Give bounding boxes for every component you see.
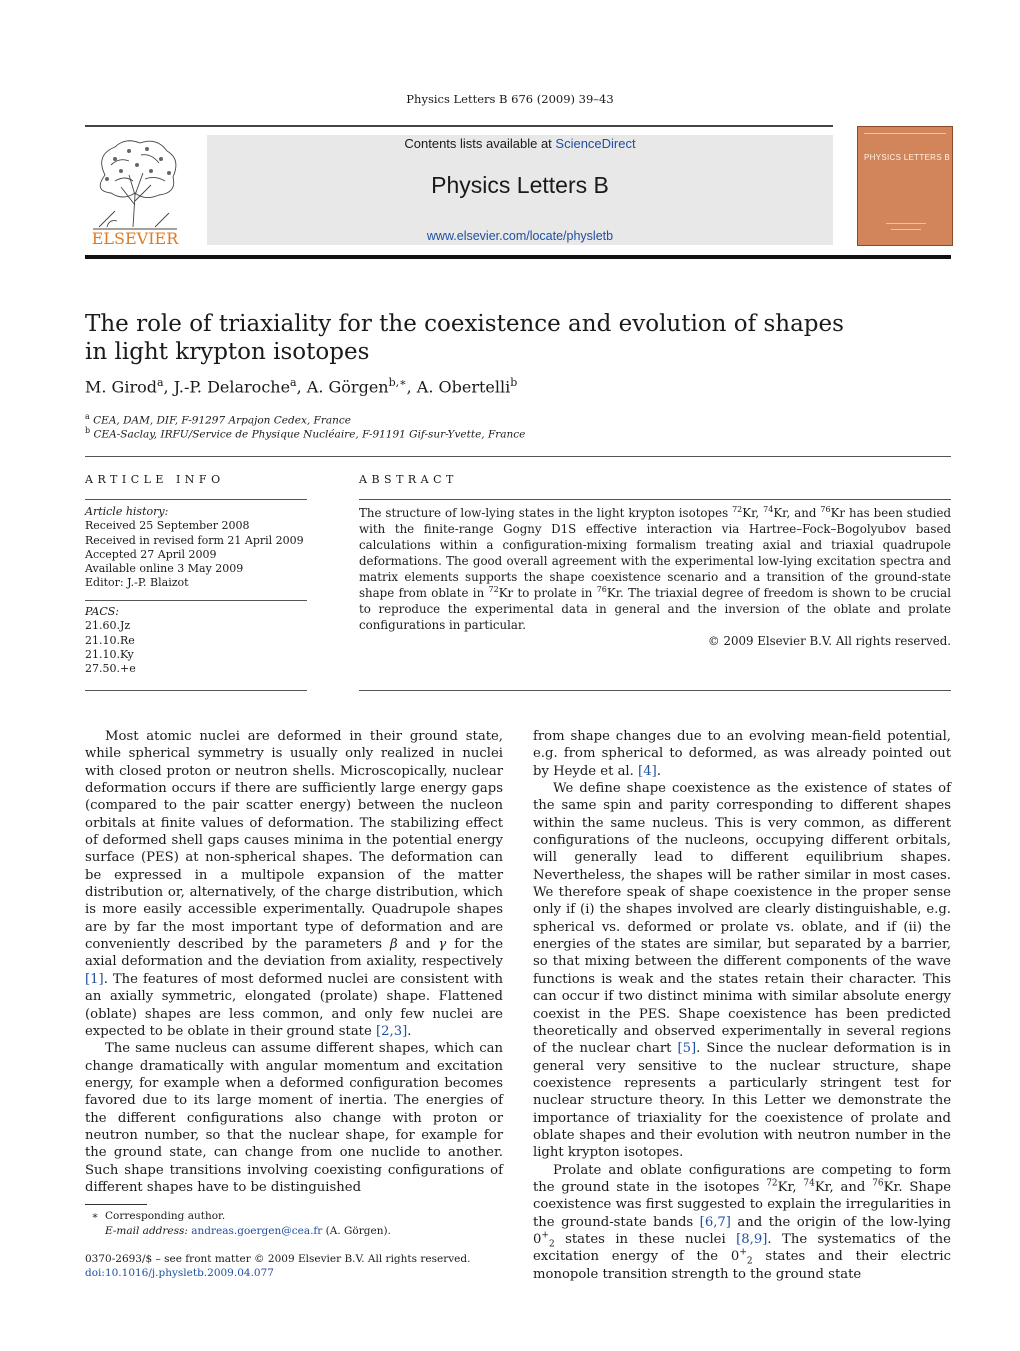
history-item: Received 25 September 2008: [85, 519, 250, 533]
article-title: [85, 310, 845, 366]
footnote-rule: [85, 1204, 147, 1205]
article-info-rule: [85, 499, 307, 500]
corresponding-label: Corresponding author.: [105, 1210, 226, 1222]
body-column-right: [533, 728, 951, 1283]
article-info-heading: ARTICLE INFO: [85, 473, 225, 486]
elsevier-tree-icon: [85, 135, 185, 247]
body-paragraph: The same nucleus can assume different shapes, which can change dramatically with angular momentum and excitation energy, for example when a deformed configuration becomes favored due to its large moment of inertia. The energies of the different configurations also change with proton or neutron number, so that the nuclear shape, for example for the ground state, can change from one nuclide to another. Such shape transitions involving coexisting configurations of different shapes have to be distinguished: [85, 1041, 503, 1195]
cover-decoration: [886, 223, 926, 224]
author: A. Görgen: [306, 377, 389, 397]
email-link[interactable]: andreas.goergen@cea.fr: [191, 1225, 323, 1237]
section-divider: [85, 456, 951, 457]
email-note: [105, 1224, 525, 1239]
history-item: Accepted 27 April 2009: [85, 547, 217, 561]
body-column-left: [85, 728, 503, 1196]
body-paragraph: Prolate and oblate configurations are competing to form the ground state in the isotopes $^{72}$Kr, $^{74}$Kr, and $^{76}$Kr. Shape coexistence was first suggested to explain the irregularities in the ground-state bands [6,7] and the origin of the low-lying $0^+_2$ states in these nuclei [8,9]. The systematics of the excitation energy of the $0^+_2$ states and their electric monopole transition strength to the ground state: [533, 1162, 951, 1282]
body-paragraph: from shape changes due to an evolving mean-field potential, e.g. from spherical to deformed, as was already pointed out by Heyde et al. [4].: [533, 729, 951, 779]
abstract-copyright: © 2009 Elsevier B.V. All rights reserved.: [707, 634, 951, 648]
article-info-rule: [85, 600, 307, 601]
doi-link[interactable]: doi:10.1016/j.physletb.2009.04.077: [85, 1267, 274, 1279]
abstract-rule: [359, 690, 951, 691]
journal-url[interactable]: [207, 229, 833, 243]
header-top-rule: [85, 125, 833, 127]
pacs-item: 21.10.Re: [85, 633, 135, 647]
history-item: Received in revised form 21 April 2009: [85, 533, 304, 547]
article-info-rule: [85, 690, 307, 691]
journal-cover-image: [857, 126, 953, 246]
affiliation-mark: a: [85, 412, 90, 421]
history-item: Available online 3 May 2009: [85, 562, 244, 576]
author-list: M. Girod$^a$, J.-P. Delaroche$^a$, A. Görgen$^{b,∗}$, A. Obertelli$^b$: [85, 376, 518, 397]
author: A. Obertelli: [416, 377, 511, 397]
pacs-item: 21.10.Ky: [85, 647, 134, 661]
cover-decoration: [891, 229, 921, 230]
affiliation-text: CEA, DAM, DIF, F-91297 Arpajon Cedex, France: [93, 414, 351, 427]
citation-link[interactable]: [1]: [85, 971, 104, 987]
affiliation-text: CEA-Saclay, IRFU/Service de Physique Nucléaire, F-91191 Gif-sur-Yvette, France: [93, 428, 526, 441]
corresponding-author-note: [85, 1209, 505, 1224]
citation-link[interactable]: [5]: [677, 1041, 697, 1057]
header-bottom-rule: [85, 255, 951, 259]
email-label: E-mail address:: [105, 1225, 188, 1237]
elsevier-logo: [85, 135, 185, 247]
author: M. Girod: [85, 377, 157, 397]
affiliation: [85, 412, 945, 427]
affiliation: [85, 426, 945, 441]
abstract-rule: [359, 499, 951, 500]
journal-title: Physics Letters B: [431, 172, 609, 198]
citation-link[interactable]: [8,9]: [736, 1231, 768, 1247]
contents-availability: [207, 136, 833, 151]
body-paragraph: We define shape coexistence as the existence of states of the same spin and parity corresponding to different shapes within the same nucleus. This is very common, as different configurations of the nucleons, occupying different orbitals, will generally lead to different equilibrium shapes. Nevertheless, the shapes will be rather similar in most cases. We therefore speak of shape coexistence in the proper sense only if (i) the shapes involved are clearly distinguishable, e.g. spherical vs. deformed or prolate vs. oblate, and if (ii) the energies of the states are similar, but separated by a barrier, so that mixing between the different components of the wave functions is weak and the states retain their character. This can occur if two distinct minima with similar absolute energy coexist in the PES. Shape coexistence has been predicted theoretically and observed experimentally in several regions of the nuclear chart [5]. Since the nuclear deformation is in general very sensitive to the nuclear structure, shape coexistence represents a particularly stringent test for nuclear structure theory. In this Letter we demonstrate the importance of triaxiality for the coexistence of prolate and oblate shapes and their evolution with neutron number in the light krypton isotopes.: [533, 781, 951, 1161]
journal-reference: Physics Letters B 676 (2009) 39–43: [406, 92, 614, 106]
body-paragraph: Most atomic nuclei are deformed in their ground state, while spherical symmetry is usually only realized in nuclei with closed proton or neutron shells. Microscopically, nuclear deformation occurs if there are sufficiently large energy gaps (compared to the pair scatter energy) between the nucleon orbitals at finite values of deformation. The stabilizing effect of deformed shell gaps causes minima in the potential energy surface (PES) at non-spherical shapes. The deformation can be expressed in a multipole expansion of the matter distribution or, alternatively, of the charge distribution, which is more easily accessible experimentally. Quadrupole shapes are by far the most important type of deformation and are conveniently described by the parameters β and γ for the axial deformation and the deviation from axiality, respectively [1]. The features of most deformed nuclei are consistent with an axially symmetric, elongated (prolate) shape. Flattened (oblate) shapes are less common, and only few nuclei are expected to be oblate in their ground state [2,3].: [85, 729, 504, 1039]
pacs-codes: [85, 605, 307, 676]
abstract-heading: ABSTRACT: [359, 473, 458, 486]
title-line: The role of triaxiality for the coexistence and evolution of shapes: [85, 311, 844, 337]
elsevier-wordmark: ELSEVIER: [91, 229, 179, 247]
cover-title: PHYSICS LETTERS B: [864, 153, 951, 162]
doi[interactable]: [85, 1266, 505, 1281]
pacs-label: PACS:: [85, 605, 119, 618]
author-affiliation-mark: a: [290, 376, 297, 389]
asterisk-mark: ∗: [91, 1210, 99, 1222]
history-label: Article history:: [85, 505, 169, 518]
author: J.-P. Delaroche: [173, 377, 291, 397]
contents-prefix: Contents lists available at: [404, 136, 556, 151]
pacs-item: 27.50.+e: [85, 662, 136, 676]
cover-decoration: [864, 133, 946, 134]
title-line: in light krypton isotopes: [85, 339, 370, 365]
sciencedirect-link[interactable]: ScienceDirect: [555, 136, 636, 151]
email-suffix: (A. Görgen).: [325, 1225, 391, 1237]
citation-link[interactable]: [4]: [638, 763, 657, 779]
history-item: Editor: J.-P. Blaizot: [85, 576, 189, 590]
issn-copyright: 0370-2693/$ – see front matter © 2009 Elsevier B.V. All rights reserved.: [85, 1253, 471, 1265]
author-affiliation-mark: a: [156, 376, 164, 389]
journal-url-link[interactable]: www.elsevier.com/locate/physletb: [426, 229, 614, 243]
citation-link[interactable]: [6,7]: [699, 1214, 731, 1230]
citation-link[interactable]: [2,3]: [375, 1023, 408, 1039]
author-affiliation-mark: b: [510, 376, 518, 389]
pacs-item: 21.60.Jz: [85, 619, 131, 633]
author-affiliation-mark: b,∗: [388, 376, 407, 389]
abstract-text: The structure of low-lying states in the light krypton isotopes $^{72}$Kr, $^{74}$Kr, and $^{76}$Kr has been studied with the finite-range Gogny D1S effective interaction via Hartree–Fock–Bogolyubov based calculations within a configuration-mixing formalism treating axial and triaxial quadrupole deformations. The good overall agreement with the experimental low-lying excitation spectra and matrix elements supports the shape coexistence scenario and a transition of the ground-state shape from oblate in $^{72}$Kr to prolate in $^{76}$Kr. The triaxial degree of freedom is shown to be crucial to reproduce the experimental data in general and the inversion of the oblate and prolate configurations in particular. © 2009 Elsevier B.V. All rights reserved.: [359, 505, 952, 648]
article-history: [85, 505, 307, 591]
affiliation-mark: b: [85, 426, 91, 435]
